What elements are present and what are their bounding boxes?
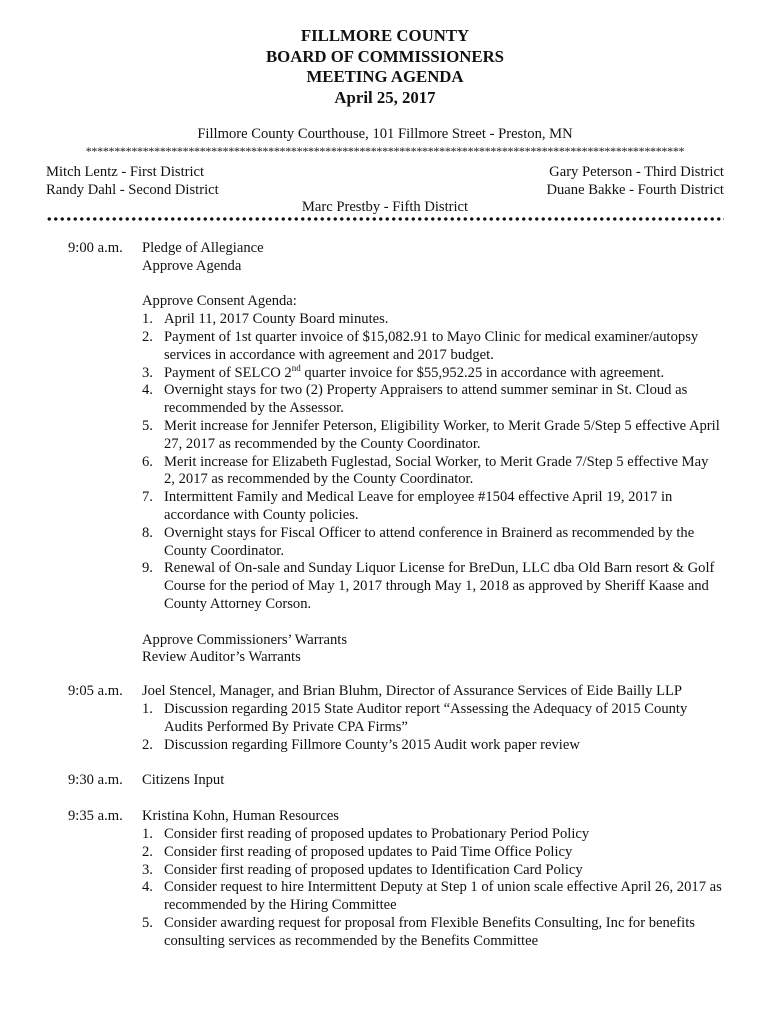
item-text: Consider first reading of proposed updates to Identification Card Policy [164,861,583,878]
item-text: April 11, 2017 County Board minutes. [164,311,389,328]
commissioners-list [46,164,724,218]
item-number: 1. [142,311,153,328]
agenda-list [0,240,770,950]
item-number: 3. [142,861,153,878]
consent-item [142,382,722,418]
consent-item [142,418,722,454]
agenda-sub-item [142,737,722,755]
item-text: Overnight stays for two (2) Property Appraisers to attend summer seminar in St. Cloud as recommended by the Assessor. [164,382,688,417]
item-text: Renewal of On-sale and Sunday Liquor License for BreDun, LLC dba Old Barn resort & Golf Course for the period of May 1, 2017 through May 1, 2018 as approved by Sheriff Kaase and County Attorney Corson. [164,560,715,612]
item-text: Consider request to hire Intermittent Deputy at Step 1 of union scale effective April 26, 2017 as recommended by the Hiring Committee [164,879,722,914]
item-number: 3. [142,364,153,381]
item-text-end: quarter invoice for $55,952.25 in accordance with agreement. [300,364,665,381]
item-number: 9. [142,560,153,577]
item-number: 1. [142,825,153,842]
title-block [0,26,770,108]
item-number: 1. [142,700,153,717]
meeting-date: April 25, 2017 [334,87,436,107]
item-text: Merit increase for Jennifer Peterson, Eligibility Worker, to Merit Grade 5/Step 5 effective April 27, 2017 as recommended by the County Coordinator. [164,417,720,452]
consent-item [142,525,722,561]
agenda-time: 9:35 a.m. [68,808,123,825]
item-text: Merit increase for Elizabeth Fuglestad, Social Worker, to Merit Grade 7/Step 5 effective May 2, 2017 as recommended by the County Coordinator. [164,453,709,488]
consent-item [142,362,722,383]
agenda-entry-heading: Joel Stencel, Manager, and Brian Bluhm, Director of Assurance Services of Eide Bailly LLP [142,683,683,700]
item-text: Intermittent Family and Medical Leave for employee #1504 effective April 19, 2017 in accordance with County policies. [164,489,673,523]
consent-item [142,454,722,490]
item-number: 5. [142,417,153,434]
agenda-sub-item [142,862,722,880]
item-text: Consider first reading of proposed updates to Paid Time Office Policy [164,843,573,860]
item-number: 4. [142,382,153,399]
commissioners-warrants-item: Approve Commissioners’ Warrants [142,631,347,648]
item-text: Discussion regarding 2015 State Auditor report “Assessing the Adequacy of 2015 County Audits Performed By Private CPA Firms” [164,700,688,735]
agenda-sub-item [142,701,722,737]
dot-divider [46,216,724,222]
consent-item [142,489,722,525]
county-title: FILLMORE COUNTY [300,26,470,45]
item-number: 2. [142,736,153,753]
approve-agenda-item: Approve Agenda [142,257,242,274]
commissioner-fifth-district: Marc Prestby - Fifth District [301,199,469,215]
agenda-sub-item [142,826,722,844]
item-number: 2. [142,328,153,345]
item-number: 8. [142,524,153,541]
item-text: Consider first reading of proposed updates to Probationary Period Policy [164,825,590,842]
item-number: 7. [142,489,153,506]
agenda-entry-heading: Citizens Input [142,772,225,789]
item-number: 2. [142,843,153,860]
agenda-sub-item [142,844,722,862]
item-text: Discussion regarding Fillmore County’s 2015 Audit work paper review [164,736,580,753]
item-number: 4. [142,879,153,896]
auditors-warrants-item: Review Auditor’s Warrants [142,649,301,666]
agenda-entry-0930 [0,772,770,790]
agenda-time: 9:30 a.m. [68,772,123,789]
agenda-time: 9:05 a.m. [68,683,123,700]
agenda-entry-0905 [0,683,770,754]
item-number: 5. [142,914,153,931]
agenda-entry-0900 [0,240,770,667]
commissioner-second-district: Randy Dahl - Second District [46,182,219,198]
consent-item [142,311,722,329]
agenda-sub-item [142,915,722,951]
agenda-sub-item [142,879,722,915]
pledge-item: Pledge of Allegiance [142,240,264,256]
agenda-time: 9:00 a.m. [68,240,123,256]
agenda-entry-heading: Kristina Kohn, Human Resources [142,808,339,825]
commissioner-fourth-district: Duane Bakke - Fourth District [546,182,724,198]
ordinal-suffix: nd [291,362,301,373]
agenda-title: MEETING AGENDA [306,67,464,86]
commissioner-first-district: Mitch Lentz - First District [46,164,205,180]
board-title: BOARD OF COMMISSIONERS [265,46,505,66]
commissioner-third-district: Gary Peterson - Third District [549,164,724,180]
consent-item [142,329,722,365]
item-text [164,362,722,383]
item-text: Payment of 1st quarter invoice of $15,082.91 to Mayo Clinic for medical examiner/autopsy services in accordance with agreement and 2017 budget. [164,328,699,363]
meeting-location: Fillmore County Courthouse, 101 Fillmore Street - Preston, MN [197,126,573,142]
item-text-start: Payment of SELCO 2 [164,364,292,381]
agenda-entry-0935 [0,808,770,950]
consent-agenda-heading: Approve Consent Agenda: [142,293,297,310]
item-number: 6. [142,453,153,470]
star-divider: ********************************************************************************************************* [85,145,685,157]
item-text: Consider awarding request for proposal from Flexible Benefits Consulting, Inc for benefits consulting services as recommended by the Benefits Committee [164,914,695,949]
item-text: Overnight stays for Fiscal Officer to attend conference in Brainerd as recommended by the County Coordinator. [164,524,695,559]
consent-item [142,560,722,613]
